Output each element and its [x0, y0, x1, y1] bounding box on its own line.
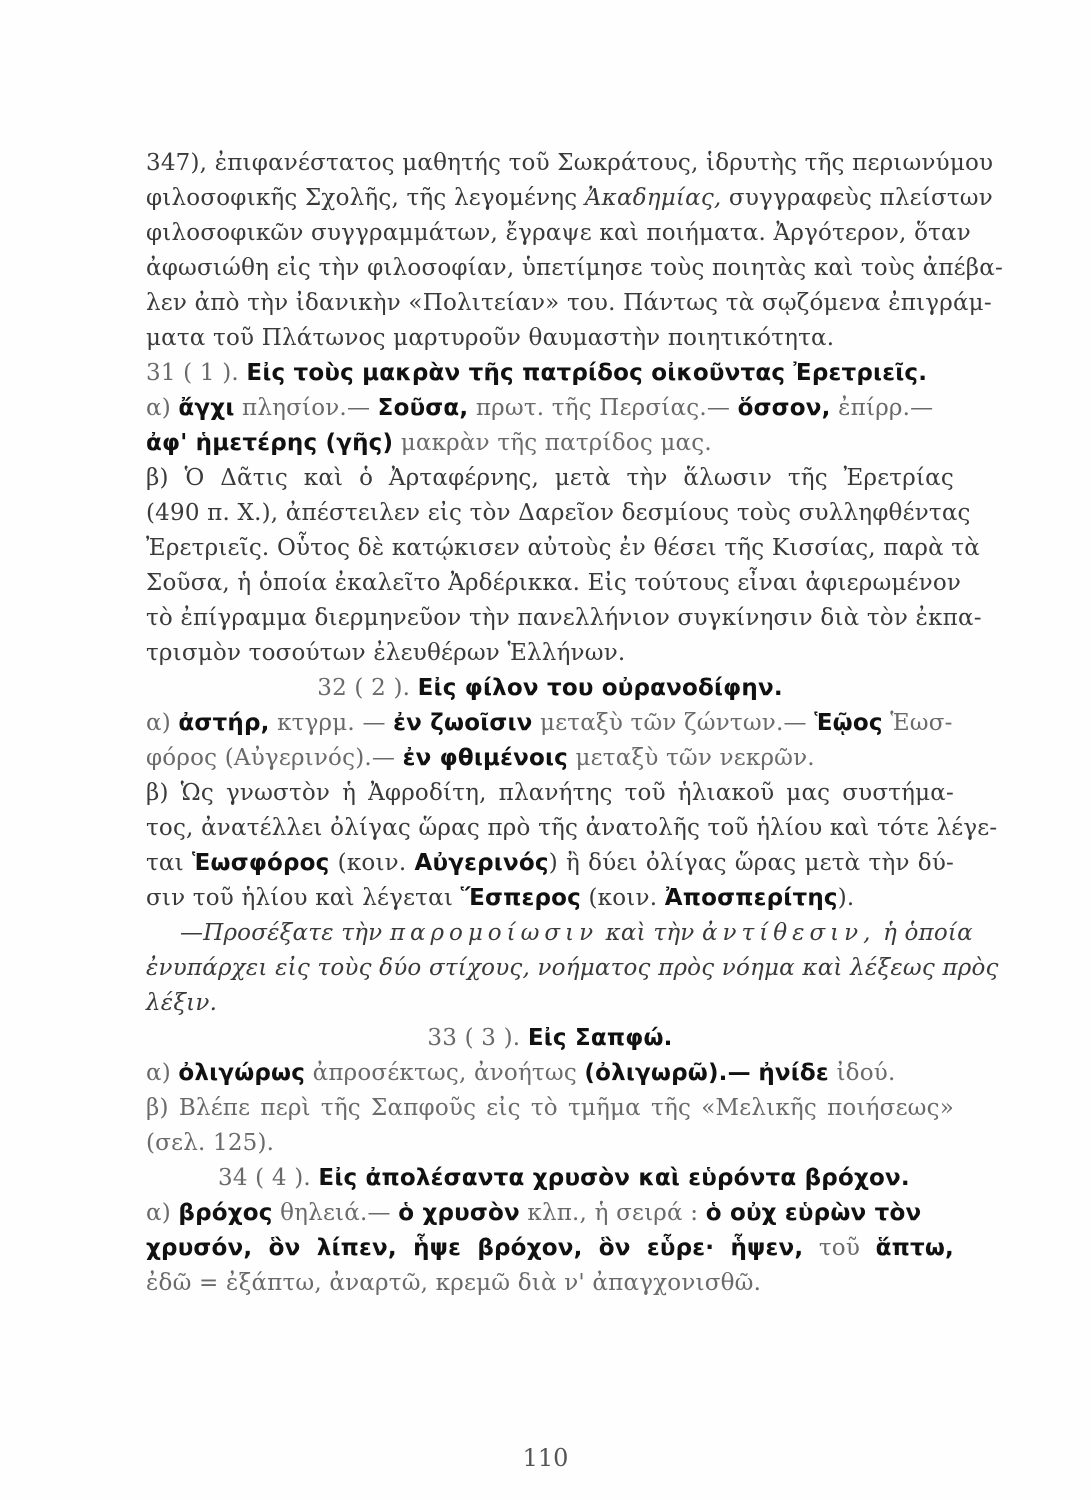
- gloss-definition: ἀπροσέκτως, ἀνοήτως: [305, 1060, 585, 1086]
- text-line: [146, 640, 954, 675]
- gloss-definition: ἰδού.: [828, 1060, 896, 1086]
- text-span: ται: [146, 850, 193, 876]
- bold-term: ἅπτω,: [875, 1235, 954, 1261]
- list-marker: α): [146, 710, 171, 736]
- bold-phrase: χρυσόν, ὃν λίπεν, ἧψε βρόχον, ὃν εὗρε· ἧψεν,: [146, 1235, 804, 1261]
- page-number: 110: [522, 1444, 569, 1472]
- gloss-term: ὅσσον,: [737, 395, 831, 421]
- text-span: (κοιν.: [581, 885, 665, 911]
- italic-title: Ἀκαδημίας,: [584, 185, 722, 211]
- note-text: καὶ τὴν: [598, 920, 702, 946]
- text-span: Ἐρετριεῖς. Οὗτος δὲ κατῴκισεν αὐτοὺς ἐν θέσει τῆς Κισσίας, παρὰ τὰ: [146, 535, 980, 561]
- note-line: [146, 955, 999, 990]
- text-line: [146, 430, 954, 465]
- page-text: [146, 150, 1003, 1305]
- text-span: (σελ. 125).: [146, 1130, 275, 1156]
- section-heading: [146, 360, 954, 395]
- text-span: φιλοσοφικῶν συγγραμμάτων, ἔγραψε καὶ ποιήματα. Ἀργότερον, ὅταν: [146, 220, 971, 246]
- text-span: λεν ἀπὸ τὴν ἰδανικὴν «Πολιτείαν» του. Πάντως τὰ σῳζόμενα ἐπιγράμ-: [146, 290, 992, 316]
- note-text: ἐνυπάρχει εἰς τοὺς δύο στίχους, νοήματος πρὸς νόημα καὶ λέξεως πρὸς: [146, 955, 999, 981]
- gloss-term: ἀφ' ἡμετέρης (γῆς): [146, 430, 394, 456]
- gloss-definition: πλησίον.—: [234, 395, 378, 421]
- text-span: ἐδῶ = ἐξάπτω, ἀναρτῶ, κρεμῶ διὰ ν' ἀπαγχονισθῶ.: [146, 1270, 762, 1296]
- text-span: τὸ ἐπίγραμμα διερμηνεῦον τὴν πανελλήνιον συγκίνησιν διὰ τὸν ἐκπα-: [146, 605, 982, 631]
- text-span: τος, ἀνατέλλει ὀλίγας ὥρας πρὸ τῆς ἀνατολῆς τοῦ ἡλίου καὶ τότε λέγε-: [146, 815, 998, 841]
- gloss-term: ἀστήρ,: [178, 710, 270, 736]
- text-line: [146, 500, 971, 535]
- text-span: β) Ὁ Δᾶτις καὶ ὁ Ἀρταφέρνης, μετὰ τὴν ἅλωσιν τῆς Ἐρετρίας: [146, 465, 954, 491]
- note-text: ἡ ὁποία: [875, 920, 973, 946]
- text-span: ) ἢ δύει ὀλίγας ὥρας μετὰ τὴν δύ-: [548, 850, 955, 876]
- gloss-definition: τοῦ: [803, 1235, 876, 1261]
- section-title: Εἰς ἀπολέσαντα χρυσὸν καὶ εὑρόντα βρόχον.: [318, 1165, 910, 1191]
- section-heading: [146, 1025, 954, 1060]
- list-marker: α): [146, 1200, 171, 1226]
- gloss-term: ἄγχι: [178, 395, 235, 421]
- gloss-term: Ἑῷος: [814, 710, 883, 736]
- text-line: [146, 710, 954, 745]
- text-line: [146, 605, 982, 640]
- gloss-term: ὀλιγώρως: [178, 1060, 306, 1086]
- section-title: Εἰς φίλον του οὐρανοδίφην.: [417, 675, 783, 701]
- section-title: Εἰς Σαπφώ.: [527, 1025, 673, 1051]
- note-text: —Προσέξατε τὴν: [180, 920, 390, 946]
- gloss-definition: θηλειά.—: [272, 1200, 399, 1226]
- bold-term: Αὐγερινός: [414, 850, 549, 876]
- text-line: [146, 780, 954, 815]
- gloss-definition: κτγρμ. —: [269, 710, 394, 736]
- text-line: [146, 815, 998, 850]
- text-line: [146, 535, 980, 570]
- note-line: [146, 920, 973, 955]
- text-line: [146, 325, 954, 360]
- text-span: Σοῦσα, ἡ ὁποία ἐκαλεῖτο Ἀρδέρικκα. Εἰς τούτους εἶναι ἀφιερωμένον: [146, 570, 962, 596]
- gloss-term: ἠνίδε: [758, 1060, 829, 1086]
- section-number: 33 ( 3 ).: [427, 1025, 521, 1051]
- text-span: ).: [837, 885, 855, 911]
- spaced-term: ἀντίθεσιν,: [702, 920, 876, 946]
- gloss-term: ὁ οὐχ εὑρὼν τὸν: [705, 1200, 922, 1226]
- gloss-term: ὁ χρυσὸν: [398, 1200, 520, 1226]
- spaced-term: παρομοίωσιν: [389, 920, 599, 946]
- text-line: [146, 395, 954, 430]
- gloss-definition: ἐπίρρ.—: [830, 395, 934, 421]
- text-line: [146, 1095, 954, 1130]
- text-line: [146, 220, 971, 255]
- note-line: [146, 990, 954, 1025]
- gloss-term: (ὀλιγωρῶ).—: [584, 1060, 751, 1086]
- gloss-definition: φόρος (Αὐγερινός).—: [146, 745, 403, 771]
- section-number: 34 ( 4 ).: [218, 1165, 311, 1191]
- bold-term: Ἕσπερος: [460, 885, 581, 911]
- gloss-definition: Ἑωσ-: [882, 710, 953, 736]
- gloss-definition: μακρὰν τῆς πατρίδος μας.: [393, 430, 712, 456]
- section-heading: [146, 1165, 954, 1200]
- section-heading: [146, 675, 954, 710]
- gloss-definition: μεταξὺ τῶν νεκρῶν.: [568, 745, 815, 771]
- bold-term: Ἑωσφόρος: [192, 850, 330, 876]
- text-line: [146, 1235, 954, 1270]
- text-span: (κοιν.: [329, 850, 415, 876]
- gloss-definition: πρωτ. τῆς Περσίας.—: [468, 395, 738, 421]
- section-title: Εἰς τοὺς μακρὰν τῆς πατρίδος οἰκοῦντας Ἐρετριεῖς.: [246, 360, 928, 386]
- text-span: 347), ἐπιφανέστατος μαθητής τοῦ Σωκράτους, ἱδρυτὴς τῆς περιωνύμου: [146, 150, 994, 176]
- section-number: 32 ( 2 ).: [317, 675, 411, 701]
- bold-term: Ἀποσπερίτης: [664, 885, 838, 911]
- text-line: [146, 1130, 954, 1165]
- text-line: [146, 745, 954, 780]
- gloss-definition: μεταξὺ τῶν ζώντων.—: [532, 710, 815, 736]
- text-span: ἀφωσιώθη εἰς τὴν φιλοσοφίαν, ὑπετίμησε τοὺς ποιητὰς καὶ τοὺς ἀπέβα-: [146, 255, 1003, 281]
- text-span: σιν τοῦ ἡλίου καὶ λέγεται: [146, 885, 461, 911]
- text-line: [146, 1200, 954, 1235]
- text-line: [146, 185, 993, 220]
- text-line: [146, 885, 954, 920]
- text-span: ματα τοῦ Πλάτωνος μαρτυροῦν θαυμαστὴν ποιητικότητα.: [146, 325, 835, 351]
- list-marker: α): [146, 1060, 171, 1086]
- gloss-definition: κλπ., ἡ σειρά :: [519, 1200, 706, 1226]
- text-span: τρισμὸν τοσούτων ἐλευθέρων Ἑλλήνων.: [146, 640, 626, 666]
- text-line: [146, 1270, 954, 1305]
- text-line: [146, 465, 954, 500]
- text-line: [146, 150, 994, 185]
- text-line: [146, 290, 992, 325]
- text-line: [146, 255, 1003, 290]
- text-span: συγγραφεὺς πλείστων: [721, 185, 993, 211]
- gloss-term: βρόχος: [178, 1200, 273, 1226]
- gloss-term: ἐν φθιμένοις: [402, 745, 569, 771]
- text-line: [146, 1060, 954, 1095]
- note-text: λέξιν.: [146, 990, 218, 1016]
- text-line: [146, 850, 954, 885]
- text-span: β) Ὡς γνωστὸν ἡ Ἀφροδίτη, πλανήτης τοῦ ἡλιακοῦ μας συστήμα-: [146, 780, 954, 806]
- section-number: 31 ( 1 ).: [146, 360, 239, 386]
- gloss-term: Σοῦσα,: [377, 395, 469, 421]
- list-marker: α): [146, 395, 171, 421]
- gloss-term: ἐν ζωοῖσιν: [393, 710, 533, 736]
- text-line: [146, 570, 962, 605]
- text-span: (490 π. Χ.), ἀπέστειλεν εἰς τὸν Δαρεῖον δεσμίους τοὺς συλληφθέντας: [146, 500, 971, 526]
- text-span: β) Βλέπε περὶ τῆς Σαπφοῦς εἰς τὸ τμῆμα τῆς «Μελικῆς ποιήσεως»: [146, 1095, 954, 1121]
- text-span: φιλοσοφικῆς Σχολῆς, τῆς λεγομένης: [146, 185, 585, 211]
